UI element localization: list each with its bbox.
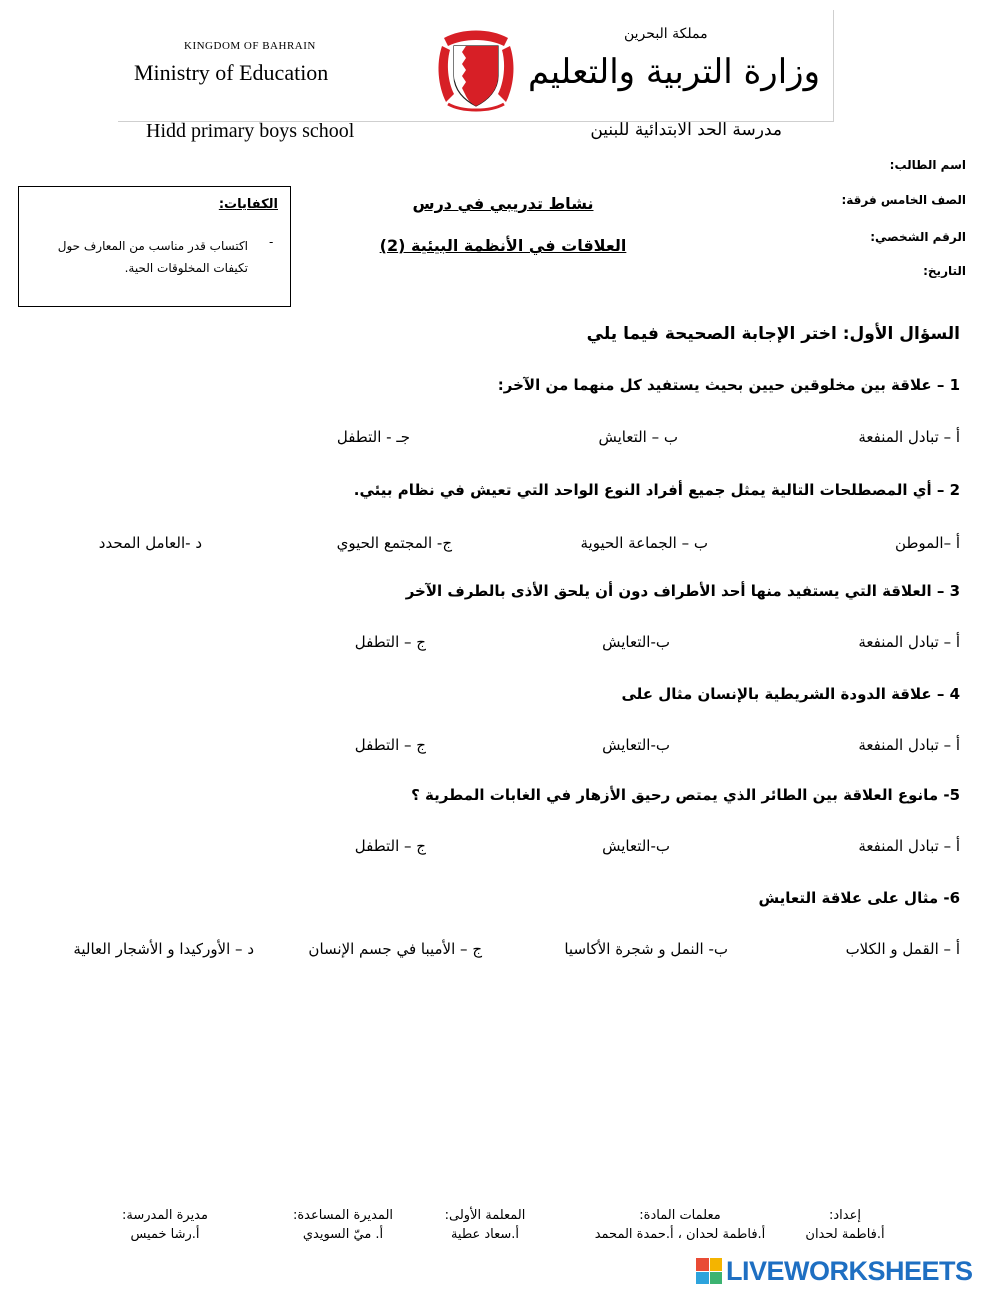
q1-option-b[interactable]: ب – التعايش [598, 428, 678, 446]
q3-option-a[interactable]: أ – تبادل المنفعة [858, 633, 960, 651]
footer-senior-teacher-name: أ.سعاد عطية [450, 1227, 520, 1242]
school-name-ar: مدرسة الحد الابتدائية للبنين [590, 120, 782, 140]
liveworksheets-logo [696, 1256, 973, 1286]
activity-title: نشاط تدريبي في درس [412, 194, 594, 213]
kingdom-ar-text: مملكة البحرين [624, 26, 708, 42]
q2-option-d[interactable]: د -العامل المحدد [98, 534, 202, 552]
q6-option-a[interactable]: أ – القمل و الكلاب [845, 940, 960, 958]
q5-option-a[interactable]: أ – تبادل المنفعة [858, 837, 960, 855]
competency-bullet: - [269, 235, 274, 249]
footer-assistant-principal-role: المديرة المساعدة: [292, 1208, 394, 1223]
footer-senior-teacher-role: المعلمة الأولى: [444, 1208, 526, 1223]
question-3: 3 – العلاقة التي يستفيد منها أحد الأطراف دون أن يلحق الأذى بالطرف الآخر [405, 582, 960, 600]
school-name-en: Hidd primary boys school [146, 120, 355, 142]
personal-id-label: الرقم الشخصي: [870, 230, 966, 244]
competency-text: اكتساب قدر مناسب من المعارف حول تكيفات المخلوقات الحية. [57, 239, 248, 275]
q6-option-b[interactable]: ب- النمل و شجرة الأكاسيا [564, 940, 728, 958]
question-2: 2 – أي المصطلحات التالية يمثل جميع أفراد النوع الواحد التي تعيش في نظام بيئي. [353, 481, 960, 499]
q4-option-c[interactable]: ج – التطفل [354, 736, 426, 754]
question-6: 6- مثال على علاقة التعايش [758, 889, 960, 907]
lesson-title: العلاقات في الأنظمة البيئية (2) [379, 236, 627, 255]
footer-prepared-role: إعداد: [829, 1208, 861, 1223]
footer-assistant-principal-name: أ. ميّ السويدي [302, 1227, 384, 1242]
student-name-label: اسم الطالب: [889, 158, 966, 172]
q6-option-d[interactable]: د – الأوركيدا و الأشجار العالية [73, 940, 254, 958]
q4-option-b[interactable]: ب-التعايش [602, 736, 670, 754]
competencies-title: الكفايات: [218, 197, 278, 212]
footer-prepared-name: أ.فاطمة لحدان [805, 1227, 885, 1242]
q1-option-c[interactable]: جـ - التطفل [336, 428, 410, 446]
q4-option-a[interactable]: أ – تبادل المنفعة [858, 736, 960, 754]
liveworksheets-icon [696, 1258, 722, 1284]
bahrain-emblem-icon [432, 24, 520, 114]
section-heading: السؤال الأول: اختر الإجابة الصحيحة فيما يلي [586, 324, 960, 344]
q5-option-b[interactable]: ب-التعايش [602, 837, 670, 855]
q3-option-c[interactable]: ج – التطفل [354, 633, 426, 651]
liveworksheets-text: LIVEWORKSHEETS [726, 1255, 973, 1286]
ministry-ar-text: وزارة التربية والتعليم [528, 52, 820, 92]
q2-option-c[interactable]: ج- المجتمع الحيوي [336, 534, 452, 552]
footer-teachers-role: معلمات المادة: [639, 1208, 721, 1223]
question-5: 5- مانوع العلاقة بين الطائر الذي يمتص رحيق الأزهار في الغابات المطرية ؟ [411, 786, 960, 804]
ministry-en-text: Ministry of Education [134, 60, 329, 85]
q6-option-c[interactable]: ج – الأميبا في جسم الإنسان [308, 940, 482, 958]
date-label: التاريخ: [923, 264, 966, 278]
footer-principal-name: أ.رشا خميس [130, 1227, 200, 1242]
class-label: الصف الخامس فرقة: [841, 193, 966, 207]
question-4: 4 – علاقة الدودة الشريطية بالإنسان مثال على [621, 685, 960, 703]
footer-teachers-name: أ.فاطمة لحدان ، أ.حمدة المحمد [594, 1227, 766, 1242]
question-1: 1 – علاقة بين مخلوقين حيين بحيث يستفيد كل منهما من الآخر: [497, 376, 960, 394]
footer-principal-role: مديرة المدرسة: [122, 1208, 208, 1223]
competencies-box [18, 186, 291, 307]
q3-option-b[interactable]: ب-التعايش [602, 633, 670, 651]
kingdom-en-text: KINGDOM OF BAHRAIN [184, 40, 316, 52]
q5-option-c[interactable]: ج – التطفل [354, 837, 426, 855]
q2-option-a[interactable]: أ –الموطن [895, 534, 960, 552]
q1-option-a[interactable]: أ – تبادل المنفعة [858, 428, 960, 446]
q2-option-b[interactable]: ب – الجماعة الحيوية [580, 534, 708, 552]
